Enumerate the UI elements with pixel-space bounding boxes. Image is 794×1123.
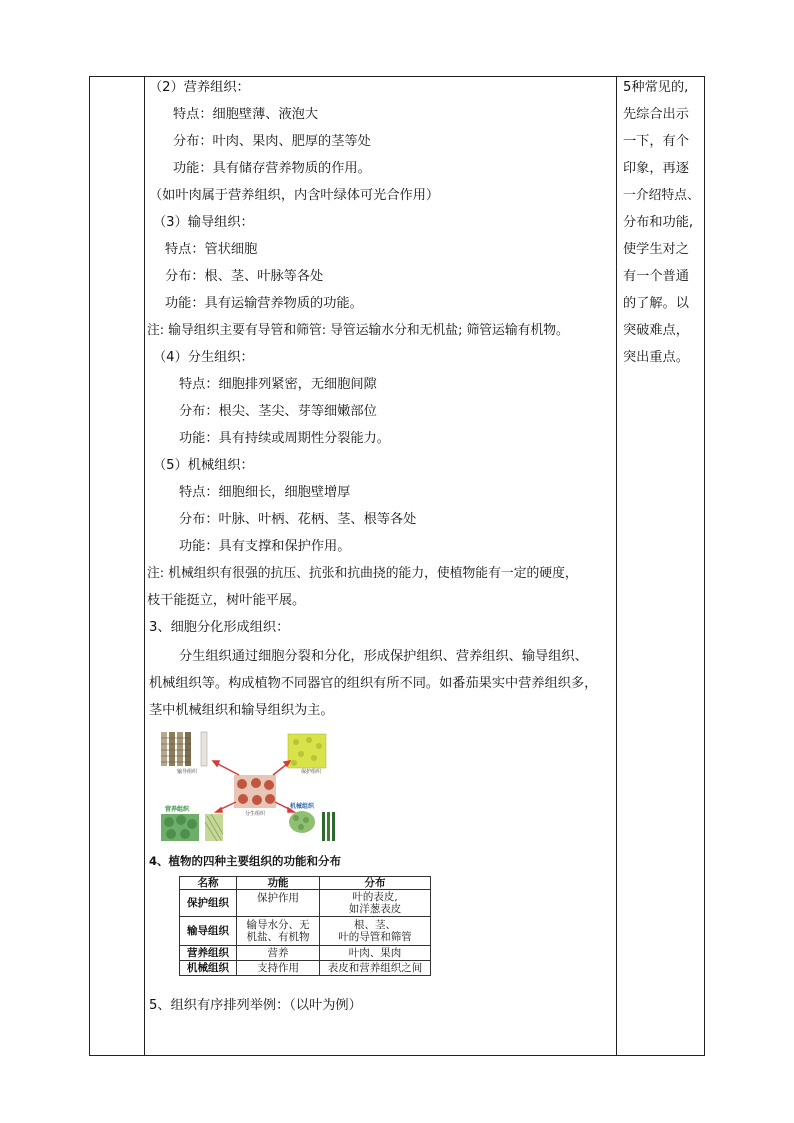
cell-line: 叶的导管和筛管 [338,931,412,943]
cell-line: 叶的表皮, [352,891,398,903]
cell-line: 机盐、有机物 [246,931,310,943]
text-line: 功能：具有储存营养物质的作用。 [173,161,371,176]
cell-line: 如洋葱表皮 [348,903,402,915]
table-header: 功能 [237,877,320,890]
table-cell: 保护作用 [237,890,320,917]
table-row [180,961,431,976]
figure-label: 营养组织 [165,806,190,813]
section-heading: 3、细胞分化形成组织： [149,620,290,635]
section-heading: 5、组织有序排列举例：（以叶为例） [149,998,362,1013]
figure-label: 保护组织 [301,769,322,775]
table-cell: 输导组织 [180,917,237,946]
note-line: 注: 机械组织有很强的抗压、抗张和抗曲挠的能力，使植物能有一定的硬度， [147,566,578,581]
note-line: 印象，再逐 [623,161,689,176]
text-line: 特点：管状细胞 [165,242,258,257]
note-line: 有一个普通 [623,269,689,284]
paragraph-line: 茎中机械组织和输导组织为主。 [149,703,334,718]
note-line: 分布和功能, [623,215,694,230]
paragraph-line: 机械组织等。构成植物不同器官的组织有所不同。如番茄果实中营养组织多， [149,676,598,691]
table-cell: 营养组织 [180,946,237,961]
section-heading: （4）分生组织： [153,350,254,365]
tissue-illustration [161,730,361,842]
note-line: 注: 输导组织主要有导管和筛管: 导管运输水分和无机盐; 筛管运输有机物。 [147,323,569,338]
note-line: 的了解。以 [623,296,689,311]
figure-label: 机械组织 [290,803,315,810]
table-title: 4、植物的四种主要组织的功能和分布 [149,854,341,868]
section-heading: （5）机械组织： [153,458,254,473]
note-line: 突破难点， [623,323,689,338]
table-cell: 叶肉、果肉 [320,946,431,961]
tissue-diagram [161,730,361,842]
text-line: 分布：叶脉、叶柄、花柄、茎、根等各处 [179,512,417,527]
text-line: 特点：细胞壁薄、液泡大 [173,107,319,122]
table-cell [237,917,320,946]
cell-line: 输导水分、无 [246,919,310,931]
section-heading: （2）营养组织： [149,80,250,95]
table-cell: 支持作用 [237,961,320,976]
table-header: 分布 [320,877,431,890]
table-cell [320,917,431,946]
text-line: 功能：具有支撑和保护作用。 [179,539,351,554]
column-divider [616,77,617,1055]
table-cell: 营养 [237,946,320,961]
section-heading: （3）输导组织： [153,215,254,230]
note-line: 一下，有个 [623,134,689,149]
note-line: 突出重点。 [623,350,689,365]
column-divider [144,77,145,1055]
figure-label: 输导组织 [177,769,198,775]
paragraph-line: 分生组织通过细胞分裂和分化，形成保护组织、营养组织、输导组织、 [179,649,588,664]
table-cell: 保护组织 [180,890,237,917]
note-line: 一介绍特点、 [623,188,700,203]
text-line: 特点：细胞排列紧密，无细胞间隙 [179,377,377,392]
note-line: 5种常见的, [623,80,689,95]
note-line: 使学生对之 [623,242,689,257]
table-row [180,890,431,917]
tissue-table [179,876,431,976]
table-cell [320,890,431,917]
table-header-row [180,877,431,890]
table-row [180,946,431,961]
note-line: 枝干能挺立，树叶能平展。 [147,593,306,608]
table-cell: 表皮和营养组织之间 [320,961,431,976]
text-line: 功能：具有持续或周期性分裂能力。 [179,431,390,446]
text-line: （如叶肉属于营养组织，内含叶绿体可光合作用） [149,188,440,203]
text-line: 分布：根、茎、叶脉等各处 [165,269,324,284]
table-row [180,917,431,946]
text-line: 分布：叶肉、果肉、肥厚的茎等处 [173,134,371,149]
figure-label: 分生组织 [245,811,266,817]
text-line: 分布：根尖、茎尖、芽等细嫩部位 [179,404,377,419]
text-line: 特点：细胞细长，细胞壁增厚 [179,485,351,500]
note-line: 先综合出示 [623,107,689,122]
table-cell: 机械组织 [180,961,237,976]
cell-line: 根、茎、 [354,919,396,931]
conducting-tissue-image [161,732,207,766]
text-line: 功能：具有运输营养物质的功能。 [165,296,363,311]
table-header: 名称 [180,877,237,890]
lesson-table [89,76,705,1056]
